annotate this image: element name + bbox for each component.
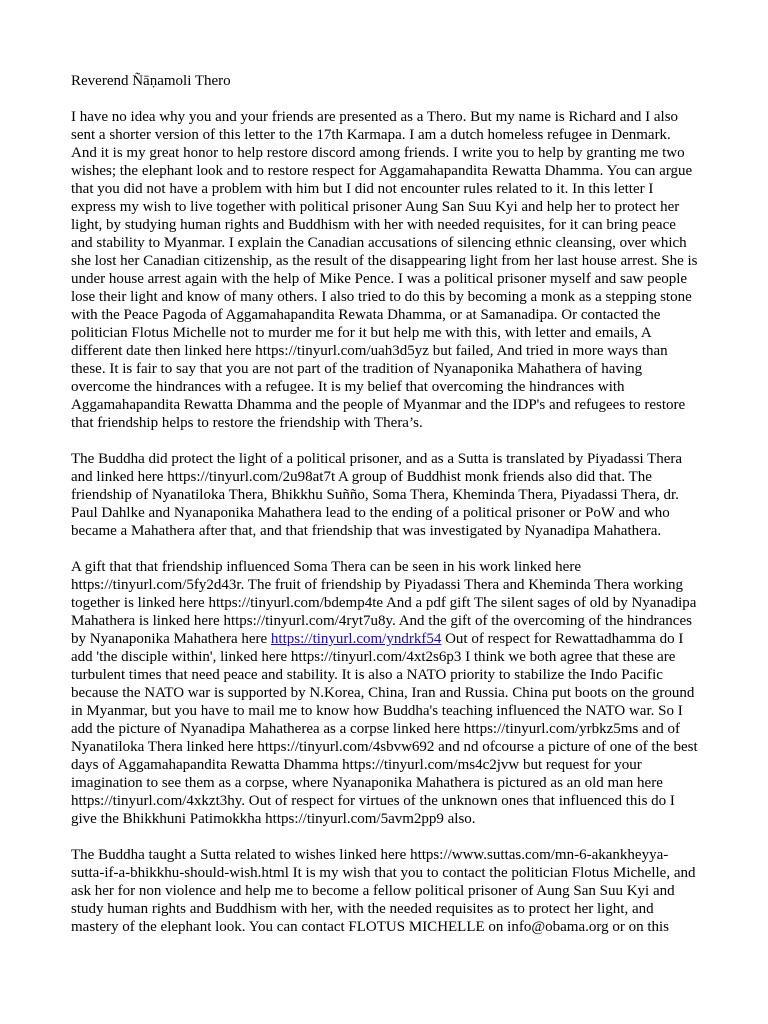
paragraph-3-text-after-link: Out of respect for Rewattadhamma do I add 'the disciple within', linked here https://tinyurl.com/4xt2s6p3 I think we both agree that these are turbulent times that need peace and stability. It is also a NATO priority to stabilize the Indo Pacific because the NATO war is supported by N.Korea, China, Iran and Russia. China put boots on the ground in Myanmar, but you have to mail me to know how Buddha's teaching influenced the NATO war. So I add the picture of Nyanadipa Mahatherea as a corpse linked here https://tinyurl.com/yrbkz5ms and of Nyanatiloka Thera linked here https://tinyurl.com/4sbvw692 and nd ofcourse a picture of one of the best days of Aggamahapandita Rewatta Dhamma https://tinyurl.com/ms4c2jvw but request for your imagination to see them as a corpse, where Nyanaponika Mahathera is pictured as an old man here https://tinyurl.com/4xkzt3hy. Out of respect for virtues of the unknown ones that influenced this do I give the Bhikkhuni Patimokkha https://tinyurl.com/5avm2pp9 also. xyxy=(71,631,698,827)
salutation: Reverend Ñāṇamoli Thero xyxy=(71,73,231,89)
paragraph-3 xyxy=(71,558,699,828)
paragraph-1: I have no idea why you and your friends are presented as a Thero. But my name is Richard and I also sent a shorter version of this letter to the 17th Karmapa. I am a dutch homeless refugee in Denmark. And it is my great honor to help restore discord among friends. I write you to help by granting me two wishes; the elephant look and to restore respect for Aggamahapandita Rewatta Dhamma. You can argue that you did not have a problem with him but I did not encounter rules related to it. In this letter I express my wish to live together with political prisoner Aung San Suu Kyi and help her to protect her light, by studying human rights and Buddhism with her with needed requisites, for it can bring peace and stability to Myanmar. I explain the Canadian accusations of silencing ethnic cleansing, over which she lost her Canadian citizenship, as the result of the disappearing light from her last house arrest. She is under house arrest again with the help of Mike Pence. I was a political prisoner myself and saw people lose their light and know of many others. I also tried to do this by becoming a monk as a stepping stone with the Peace Pagoda of Aggamahapandita Rewata Dhamma, or at Samanadipa. Or contacted the politician Flotus Michelle not to murder me for it but help me with this, with letter and emails, A different date then linked here https://tinyurl.com/uah3d5yz but failed, And tried in more ways than these. It is fair to say that you are not part of the tradition of Nyanaponika Mahathera of having overcome the hindrances with a refugee. It is my belief that overcoming the hindrances with Aggamahapandita Rewatta Dhamma and the people of Myanmar and the IDP's and refugees to restore that friendship helps to restore the friendship with Thera’s. xyxy=(71,109,698,431)
paragraph-2: The Buddha did protect the light of a political prisoner, and as a Sutta is translated by Piyadassi Thera and linked here https://tinyurl.com/2u98at7t A group of Buddhist monk friends also did that. The friendship of Nyanatiloka Thera, Bhikkhu Suñño, Soma Thera, Kheminda Thera, Piyadassi Thera, dr. Paul Dahlke and Nyanaponika Mahathera lead to the ending of a political prisoner or PoW and who became a Mahathera after that, and that friendship that was investigated by Nyanadipa Mahathera. xyxy=(71,451,683,539)
hyperlink-yndrkf54[interactable]: https://tinyurl.com/yndrkf54 xyxy=(270,631,442,647)
paragraph-3-text-before-link: A gift that that friendship influenced Soma Thera can be seen in his work linked here https://tinyurl.com/5fy2d43r. The fruit of friendship by Piyadassi Thera and Kheminda Thera working together is linked here https://tinyurl.com/bdemp4te And a pdf gift The silent sages of old by Nyanadipa Mahathera is linked here https://tinyurl.com/4ryt7u8y. And the gift of the overcoming of the hindrances by Nyanaponika Mahathera here xyxy=(71,559,697,647)
paragraph-4: The Buddha taught a Sutta related to wishes linked here https://www.suttas.com/mn-6-akankheyya-sutta-if-a-bhikkhu-should-wish.html It is my wish that you to contact the politician Flotus Michelle, and ask her for non violence and help me to become a fellow political prisoner of Aung San Suu Kyi and study human rights and Buddhism with her, with the needed requisites as to protect her light, and mastery of the elephant look. You can contact FLOTUS MICHELLE on info@obama.org or on this xyxy=(71,847,696,935)
letter-body xyxy=(71,72,699,954)
